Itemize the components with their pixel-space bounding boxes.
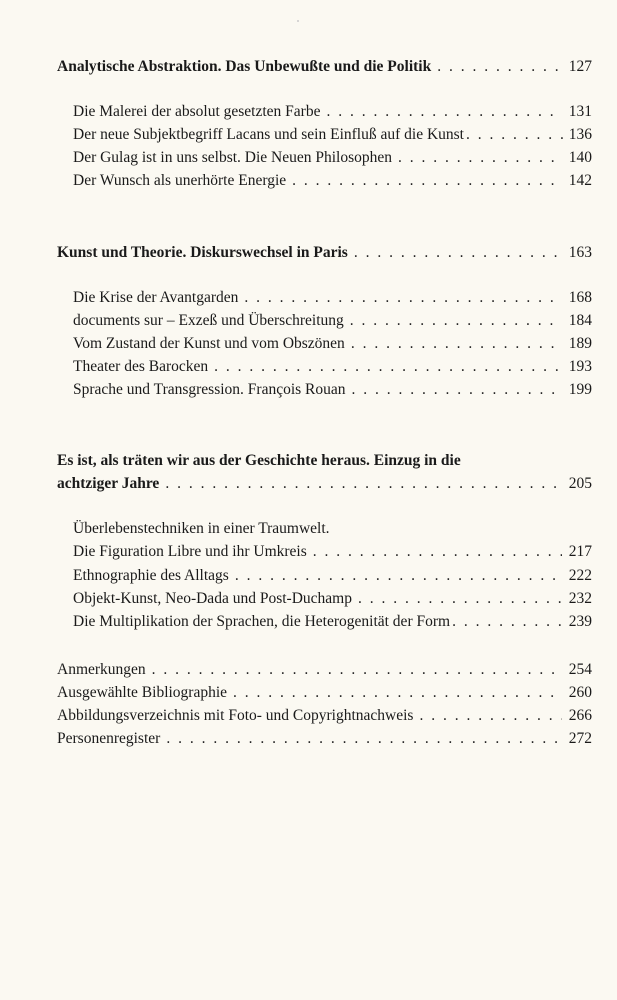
section-title: Analytische Abstraktion. Das Unbewußte und die Politik <box>57 58 432 75</box>
entry-title: Der Gulag ist in uns selbst. Die Neuen Philosophen <box>73 149 393 166</box>
dot-leader <box>166 729 562 749</box>
dot-leader <box>235 566 562 586</box>
dot-leader <box>292 171 562 191</box>
entry-title: Die Krise der Avantgarden <box>73 289 239 306</box>
entry-title: Der Wunsch als unerhörte Energie <box>73 172 287 189</box>
dot-leader <box>358 589 562 609</box>
section-title: Kunst und Theorie. Diskurswechsel in Paris <box>57 244 348 261</box>
page-number: 232 <box>568 590 592 607</box>
page-number: 142 <box>568 172 592 189</box>
dot-leader <box>452 612 564 632</box>
dot-leader <box>419 706 562 726</box>
toc-entry[interactable] <box>73 125 592 145</box>
dot-leader <box>350 311 562 331</box>
toc-backmatter-entry[interactable] <box>57 706 592 726</box>
entry-title: Theater des Barocken <box>73 358 209 375</box>
entry-title: Ethnographie des Alltags <box>73 567 229 584</box>
page-number: 254 <box>568 661 592 678</box>
dot-leader <box>466 125 564 145</box>
toc-entry[interactable] <box>73 311 592 331</box>
toc-section-3[interactable] <box>57 474 592 494</box>
entry-title: Die Malerei der absolut gesetzten Farbe <box>73 103 321 120</box>
dot-leader <box>313 542 562 562</box>
toc-entry[interactable] <box>73 589 592 609</box>
entry-title: Anmerkungen <box>57 661 146 678</box>
page-number: 272 <box>568 730 592 747</box>
entry-title: documents sur – Exzeß und Überschreitung <box>73 312 344 329</box>
entry-title: Personenregister <box>57 730 161 747</box>
entry-title: Die Figuration Libre und ihr Umkreis <box>73 543 307 560</box>
dot-leader <box>233 683 562 703</box>
entry-title: Die Multiplikation der Sprachen, die Heterogenität der Form <box>73 613 451 630</box>
dot-leader <box>398 148 562 168</box>
toc-entry[interactable] <box>73 171 592 191</box>
toc-entry[interactable] <box>73 148 592 168</box>
page-number: 168 <box>568 289 592 306</box>
entry-title: Objekt-Kunst, Neo-Dada und Post-Duchamp <box>73 590 352 607</box>
entry-title: Abbildungsverzeichnis mit Foto- und Copyrightnachweis <box>57 707 414 724</box>
page-number: 239 <box>568 613 592 630</box>
page-number: 205 <box>568 475 592 492</box>
entry-title: Sprache und Transgression. François Rouan <box>73 381 346 398</box>
entry-title: Der neue Subjektbegriff Lacans und sein Einfluß auf die Kunst <box>73 126 464 143</box>
page-number: 260 <box>568 684 592 701</box>
toc-entry[interactable] <box>73 357 592 377</box>
dot-leader <box>244 288 562 308</box>
page-number: 131 <box>568 103 592 120</box>
page-number: 127 <box>568 58 592 75</box>
dot-leader <box>351 334 562 354</box>
toc-section-3-title-line1[interactable]: Es ist, als träten wir aus der Geschichte heraus. Einzug in die <box>57 452 461 469</box>
page-number: 266 <box>568 707 592 724</box>
toc-section-1[interactable] <box>57 57 592 77</box>
toc-entry[interactable] <box>73 542 592 562</box>
toc-entry-intro[interactable]: Überlebenstechniken in einer Traumwelt. <box>73 520 330 537</box>
page-number: 189 <box>568 335 592 352</box>
page-number: 140 <box>568 149 592 166</box>
toc-entry[interactable] <box>73 334 592 354</box>
toc-entry[interactable] <box>73 288 592 308</box>
page-number: 193 <box>568 358 592 375</box>
toc-entry[interactable] <box>73 102 592 122</box>
toc-entry[interactable] <box>73 612 592 632</box>
toc-section-2[interactable] <box>57 243 592 263</box>
page-number: 199 <box>568 381 592 398</box>
dot-leader <box>437 57 562 77</box>
section-title: achtziger Jahre <box>57 475 160 492</box>
page-number: 184 <box>568 312 592 329</box>
page-number: 222 <box>568 567 592 584</box>
dot-leader <box>214 357 562 377</box>
dot-leader <box>326 102 562 122</box>
dot-leader <box>165 474 562 494</box>
dot-leader <box>354 243 562 263</box>
page-mark <box>297 20 299 22</box>
page-number: 163 <box>568 244 592 261</box>
entry-title: Ausgewählte Bibliographie <box>57 684 228 701</box>
toc-backmatter-entry[interactable] <box>57 729 592 749</box>
toc-backmatter-entry[interactable] <box>57 683 592 703</box>
dot-leader <box>152 660 562 680</box>
toc-entry[interactable] <box>73 380 592 400</box>
dot-leader <box>352 380 562 400</box>
toc-entry[interactable] <box>73 566 592 586</box>
toc-backmatter-entry[interactable] <box>57 660 592 680</box>
page-number: 136 <box>568 126 592 143</box>
entry-title: Vom Zustand der Kunst und vom Obszönen <box>73 335 345 352</box>
page-number: 217 <box>568 543 592 560</box>
